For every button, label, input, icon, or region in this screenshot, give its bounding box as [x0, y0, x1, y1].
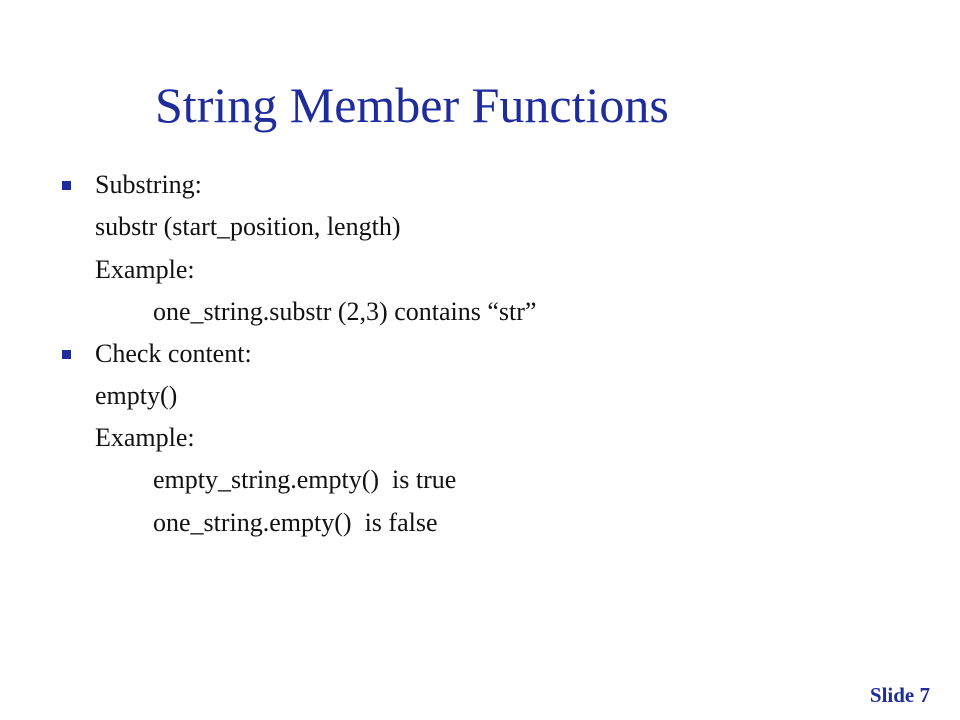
empty-signature-line: empty() [95, 381, 178, 410]
substr-signature-line: substr (start_position, length) [95, 212, 401, 241]
bullet-heading-substring: Substring: [95, 170, 202, 199]
empty-example-line-1: empty_string.empty() is true [153, 465, 457, 494]
example-label: Example: [95, 423, 195, 452]
bullet-square-icon [62, 181, 71, 190]
slide-number: Slide 7 [869, 683, 930, 707]
substr-example-line: one_string.substr (2,3) contains “str” [153, 297, 537, 326]
bullet-heading-check-content: Check content: [95, 339, 252, 368]
slide-title: String Member Functions [155, 77, 669, 133]
empty-example-line-2: one_string.empty() is false [153, 508, 438, 537]
bullet-square-icon [62, 350, 71, 359]
example-label: Example: [95, 255, 195, 284]
